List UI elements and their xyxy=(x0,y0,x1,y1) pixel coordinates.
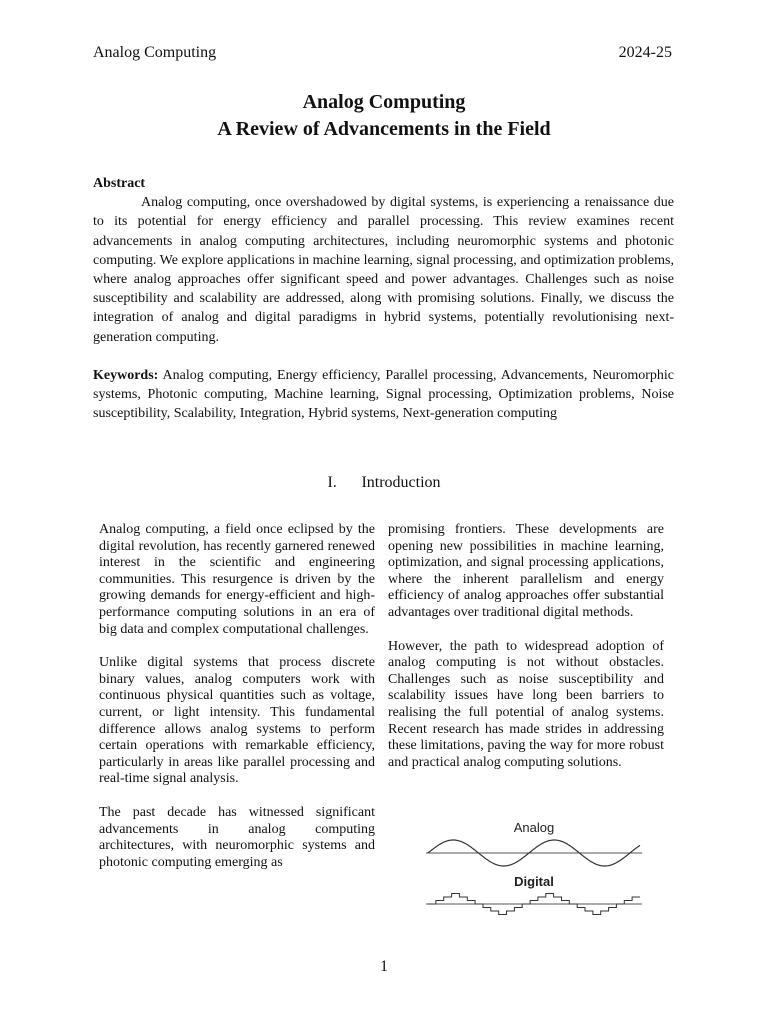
paper-title-line2: A Review of Advancements in the Field xyxy=(217,118,551,140)
body-paragraph: However, the path to widespread adoption of analog computing is not without obstacles. Challenges such as noise susceptibility and scalability issues have long been barriers to realising the full potential of analog systems. Recent research has made strides in addressing these limitations, paving the way for more robust and practical analog computing solutions. xyxy=(388,638,664,770)
section-heading-introduction xyxy=(0,474,768,492)
abstract-text: Analog computing, once overshadowed by digital systems, is experiencing a renaissance due to its potential for energy efficiency and parallel processing. This review examines recent advancements in analog computing architectures, including neuromorphic systems and photonic computing. We explore applications in machine learning, signal processing, and optimization problems, where analog approaches offer significant speed and power advantages. Challenges such as noise susceptibility and scalability are addressed, along with promising solutions. Finally, we discuss the integration of analog and digital paradigms in hybrid systems, potentially revolutionising next-generation computing. xyxy=(93,195,674,345)
body-column-left xyxy=(99,522,375,888)
keywords-label: Keywords: xyxy=(93,368,159,383)
keywords-text: Analog computing, Energy efficiency, Parallel processing, Advancements, Neuromorphic systems, Photonic computing, Machine learning, Signal processing, Optimization problems, Noise susceptibility, Scalability, Integration, Hybrid systems, Next-generation computing xyxy=(93,368,674,422)
paper-title-line1: Analog Computing xyxy=(302,91,466,113)
analog-label: Analog xyxy=(513,820,555,835)
abstract-section xyxy=(93,174,674,347)
body-paragraph: Analog computing, a field once eclipsed by the digital revolution, has recently garnered renewed interest in the scientific and engineering communities. This resurgence is driven by the growing demands for energy-efficient and high-performance computing solutions in an era of big data and complex computational challenges. xyxy=(99,522,375,637)
running-header-left: Analog Computing xyxy=(93,44,217,61)
paper-title xyxy=(0,89,768,143)
keywords-section xyxy=(93,366,674,424)
analog-digital-figure xyxy=(422,818,646,922)
page-number: 1 xyxy=(380,958,388,975)
body-paragraph: promising frontiers. These developments are opening new possibilities in machine learning, optimization, and signal processing applications, where the inherent parallelism and energy efficiency of analog approaches offer substantial advantages over traditional digital methods. xyxy=(388,522,664,620)
abstract-heading: Abstract xyxy=(93,176,146,191)
body-column-right xyxy=(388,522,664,788)
digital-label: Digital xyxy=(514,874,554,889)
section-title: Introduction xyxy=(361,474,441,491)
body-paragraph: Unlike digital systems that process discrete binary values, analog computers work with continuous physical quantities such as voltage, current, or light intensity. This fundamental difference allows analog systems to perform certain operations with remarkable efficiency, particularly in areas like parallel processing and real-time signal analysis. xyxy=(99,655,375,787)
running-header-right: 2024-25 xyxy=(618,44,672,61)
section-number: I. xyxy=(327,474,337,491)
body-paragraph: The past decade has witnessed significant advancements in analog computing architectures, with neuromorphic systems and photonic computing emerging as xyxy=(99,804,375,870)
